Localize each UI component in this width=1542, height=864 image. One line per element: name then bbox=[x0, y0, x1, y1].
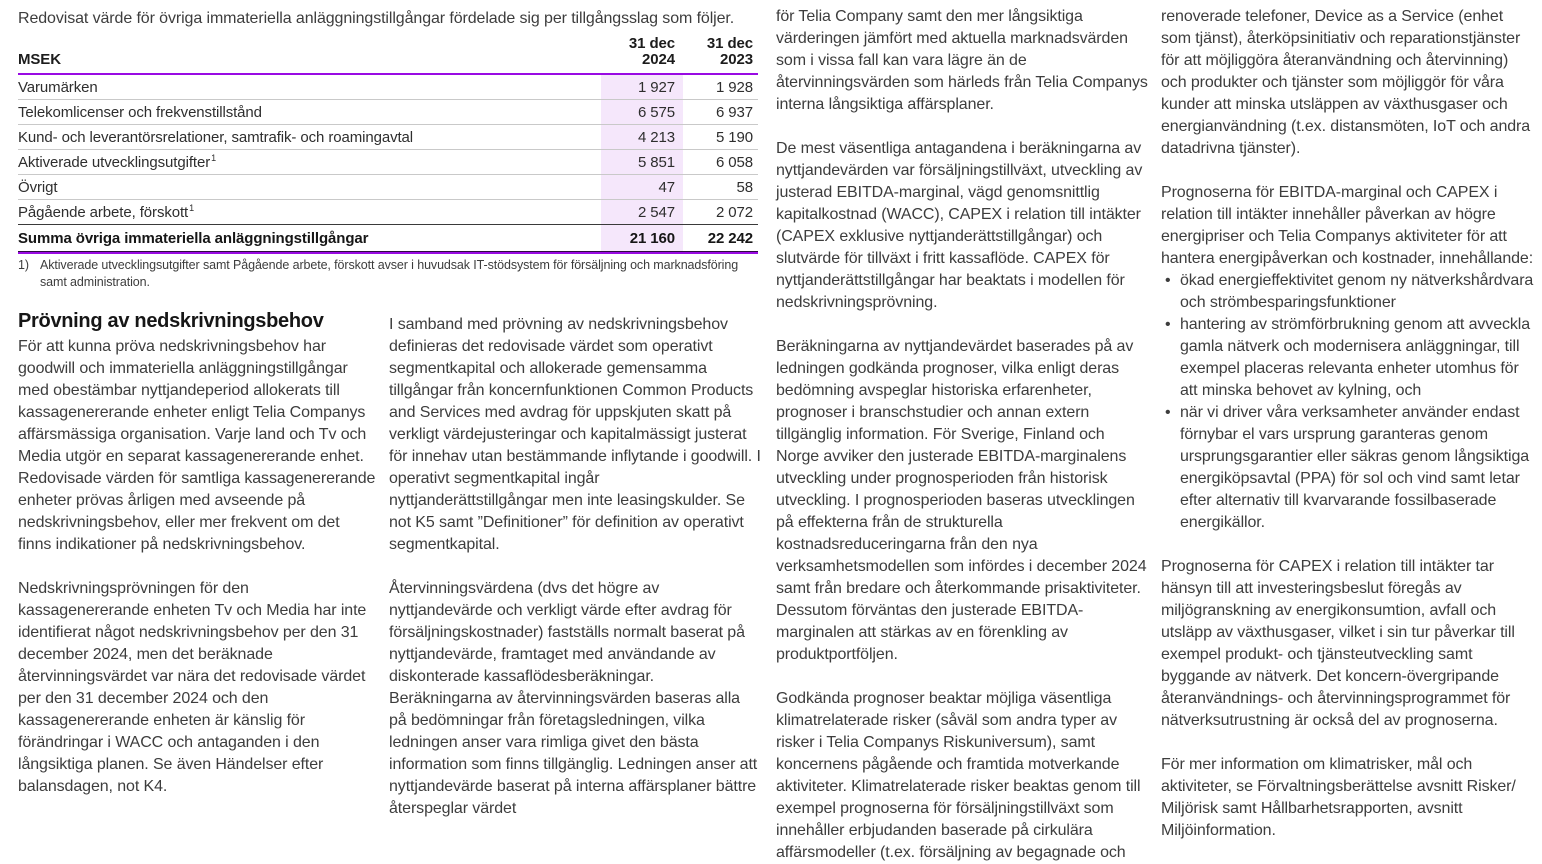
row-label: Övrigt bbox=[18, 178, 58, 196]
section-heading: Prövning av nedskrivningsbehov bbox=[18, 310, 324, 332]
row-value-2024: 2 547 bbox=[601, 200, 683, 224]
bullet-item: • när vi driver våra verksamheter använder endast förnybar el vars ursprung garanteras genom ursprungsgarantier eller säkras genom långsiktiga energiköpsavtal (PPA) för sol och vind samt letar efter alternativ till kvarvarande fossilbaserade energikällor. bbox=[1161, 402, 1535, 534]
table-total-row bbox=[18, 225, 758, 251]
row-label: Pågående arbete, förskott $^1$ bbox=[18, 203, 195, 221]
paragraph: Nedskrivningsprövningen för den kassagenererande enheten Tv och Media har inte identifierat något nedskrivningsbehov per den 31 december 2024, men det beräknade återvinningsvärdet var nära det redovisade värdet per den 31 december 2024 och den kassagenererande enheten är känslig för förändringar i WACC och antaganden i den långsiktiga planen. Se även Händelser efter balansdagen, not K4. bbox=[18, 580, 367, 795]
row-value-2023: 6 937 bbox=[715, 103, 753, 121]
table-unit-label: MSEK bbox=[18, 51, 61, 68]
text-column-4 bbox=[1161, 6, 1535, 842]
total-rule-purple bbox=[18, 252, 758, 254]
row-label: Aktiverade utvecklingsutgifter $^1$ bbox=[18, 153, 217, 171]
intro-text: Redovisat värde för övriga immateriella anläggningstillgångar fördelade sig per tillgångsslag som följer. bbox=[18, 10, 735, 27]
table-row-pagaende-arbete bbox=[18, 200, 758, 225]
paragraph: För mer information om klimatrisker, mål och aktiviteter, se Förvaltningsberättelse avsnitt Risker/ Miljörisk samt Hållbarhetsrapporten, avsnitt Miljöinformation. bbox=[1161, 756, 1516, 839]
table-footnote bbox=[18, 257, 750, 290]
paragraph: Godkända prognoser beaktar möjliga väsentliga klimatrelaterade risker (såväl som andra typer av risker i Telia Companys Riskuniversum), samt koncernens pågående och framtida motverkande aktiviteter. Klimatrelaterade risker beaktas genom till exempel prognoserna för försäljningstillväxt som innehåller erbjudanden baserade på cirkulära affärsmodeller (t.ex. försäljning av begagnade och bbox=[776, 690, 1141, 861]
paragraph: Återvinningsvärdena (dvs det högre av nyttjandevärde och verkligt värde efter avdrag för försäljningskostnader) fastställs normalt baserat på nyttjandevärde, framtaget med användande av diskonterade kassaflödesberäkningar. Beräkningarna av återvinningsvärden baseras alla på bedömningar från företagsledningen, vilka ledningen anser vara rimliga givet den bästa information som finns tillgänglig. Ledningen anser att nyttjandevärde baserat på interna affärsplaner bättre återspeglar värdet bbox=[389, 580, 758, 817]
row-value-2024: 6 575 bbox=[601, 100, 683, 124]
row-value-2023: 5 190 bbox=[715, 128, 753, 146]
table-col-header-2024 bbox=[609, 36, 683, 68]
row-label: Varumärken bbox=[18, 78, 98, 96]
paragraph: De mest väsentliga antagandena i beräkningarna av nyttjandevärden var försäljningstillväxt, utveckling av justerad EBITDA-marginal, vägd genomsnittlig kapitalkostnad (WACC), CAPEX i relation till intäkter (CAPEX exklusive nyttjanderättstillgångar) och slutvärde för tillväxt i fritt kassaflöde. CAPEX för nyttjanderättstillgångar har beaktats i modellen för nedskrivningsprövning. bbox=[776, 140, 1143, 311]
total-label: Summa övriga immateriella anläggningstillgångar bbox=[18, 229, 369, 247]
paragraph: för Telia Company samt den mer långsiktiga värderingen jämfört med aktuella marknadsvärden som i vissa fall kan vara lägre än de återvinningsvärden som härleds från Telia Companys interna långsiktiga affärsplaner. bbox=[776, 8, 1148, 113]
row-value-2024: 5 851 bbox=[601, 150, 683, 174]
header-date-line: 31 dec bbox=[628, 35, 675, 52]
total-value-2024: 21 160 bbox=[601, 225, 683, 251]
paragraph: Beräkningarna av nyttjandevärdet baserades på av ledningen godkända prognoser, vilka enligt deras bedömning avspeglar historiska erfarenheter, prognoser i branschstudier och annan extern tillgänglig information. För Sverige, Finland och Norge avviker den justerade EBITDA-marginalens utveckling under prognosperioden från historisk utveckling. I prognosperioden baseras utvecklingen på effekterna från de strukturella kostnadsreduceringarna från den nya verksamhetsmodellen som infördes i december 2024 samt från bredare och återkommande prisaktiviteter. Dessutom förväntas den justerade EBITDA-marginalen att stärkas av en förenkling av produktportföljen. bbox=[776, 338, 1147, 663]
intangibles-table bbox=[18, 36, 758, 254]
paragraph: I samband med prövning av nedskrivningsbehov definieras det redovisade värdet som operativt segmentkapital och allokerade gemensamma tillgångar från koncernfunktionen Common Products and Services med avdrag för uppskjuten skatt på verkligt värdejusteringar och kapitalmässigt justerat för innehav utan bestämmande inflytande i goodwill. I operativt segmentkapital ingår nyttjanderättstillgångar men inte leasingskulder. Se not K5 samt ”Definitioner” för definition av operativt segmentkapital. bbox=[389, 316, 761, 553]
header-year: 2024 bbox=[642, 51, 675, 68]
text-column-3 bbox=[776, 6, 1148, 864]
row-value-2023: 2 072 bbox=[715, 203, 753, 221]
table-col-header-2023 bbox=[683, 36, 758, 68]
total-value-2023: 22 242 bbox=[707, 229, 753, 247]
bullet-item: • hantering av strömförbrukning genom att avveckla gamla nätverk och modernisera anläggningar, till exempel placeras relevanta enheter utomhus för att minska behovet av kylning, och bbox=[1161, 314, 1535, 402]
header-date-line: 31 dec bbox=[706, 35, 753, 52]
paragraph: Prognoserna för EBITDA-marginal och CAPEX i relation till intäkter innehåller påverkan av högre energipriser och Telia Companys aktiviteter för att hantera energipåverkan och kostnader, innehållande: bbox=[1161, 184, 1534, 267]
header-year: 2023 bbox=[720, 51, 753, 68]
footnote-marker: 1) bbox=[18, 258, 29, 272]
bullet-list bbox=[1161, 270, 1535, 534]
table-header-row bbox=[18, 36, 758, 75]
row-value-2023: 6 058 bbox=[715, 153, 753, 171]
row-label: Kund- och leverantörsrelationer, samtrafik- och roamingavtal bbox=[18, 128, 414, 146]
footnote-text: Aktiverade utvecklingsutgifter samt Pågående arbete, förskott avser i huvudsak IT-stödsystem för försäljning och marknadsföring samt administration. bbox=[40, 258, 739, 289]
paragraph: För att kunna pröva nedskrivningsbehov har goodwill och immateriella anläggningstillgångar med obestämbar nyttjandeperiod allokerats till kassagenererande enheter enligt Telia Companys affärsmässiga organisation. Varje land och Tv och Media utgör en separat kassagenererande enhet. Redovisade värden för samtliga kassagenererande enheter prövas årligen med avseende på nedskrivningsbehov, eller mer frekvent om det finns indikationer på nedskrivningsbehov. bbox=[18, 338, 376, 553]
text-column-1 bbox=[18, 310, 376, 798]
paragraph: Prognoserna för CAPEX i relation till intäkter tar hänsyn till att investeringsbeslut föregås av miljögranskning av energikonsumtion, avfall och utsläpp av växthusgaser, vilket i sin tur påverkar till exempel produkt- och tjänsteutveckling samt byggande av nätverk. Det koncern-övergripande återanvändnings- och återvinningsprogrammet för nätverksutrustning är också del av prognoserna. bbox=[1161, 558, 1515, 729]
row-value-2023: 58 bbox=[736, 178, 753, 196]
table-row-varumarken bbox=[18, 75, 758, 100]
row-value-2024: 4 213 bbox=[601, 125, 683, 149]
table-row-kundrelationer bbox=[18, 125, 758, 150]
row-value-2024: 1 927 bbox=[601, 75, 683, 99]
paragraph: renoverade telefoner, Device as a Service (enhet som tjänst), återköpsinitiativ och reparationstjänster för att möjliggöra återanvändning och återvinning) och produkter och tjänster som möjliggör för våra kunder att minska utsläppen av växthusgaser och energianvändning (t.ex. distansmöten, IoT och andra datadrivna tjänster). bbox=[1161, 8, 1531, 157]
row-value-2024: 47 bbox=[601, 175, 683, 199]
table-row-utvecklingsutgifter bbox=[18, 150, 758, 175]
row-value-2023: 1 928 bbox=[715, 78, 753, 96]
table-row-ovrigt bbox=[18, 175, 758, 200]
table-row-telekomlicenser bbox=[18, 100, 758, 125]
bullet-item: • ökad energieffektivitet genom ny nätverkshårdvara och strömbesparingsfunktioner bbox=[1161, 270, 1535, 314]
row-label: Telekomlicenser och frekvenstillstånd bbox=[18, 103, 262, 121]
text-column-2 bbox=[389, 314, 761, 820]
